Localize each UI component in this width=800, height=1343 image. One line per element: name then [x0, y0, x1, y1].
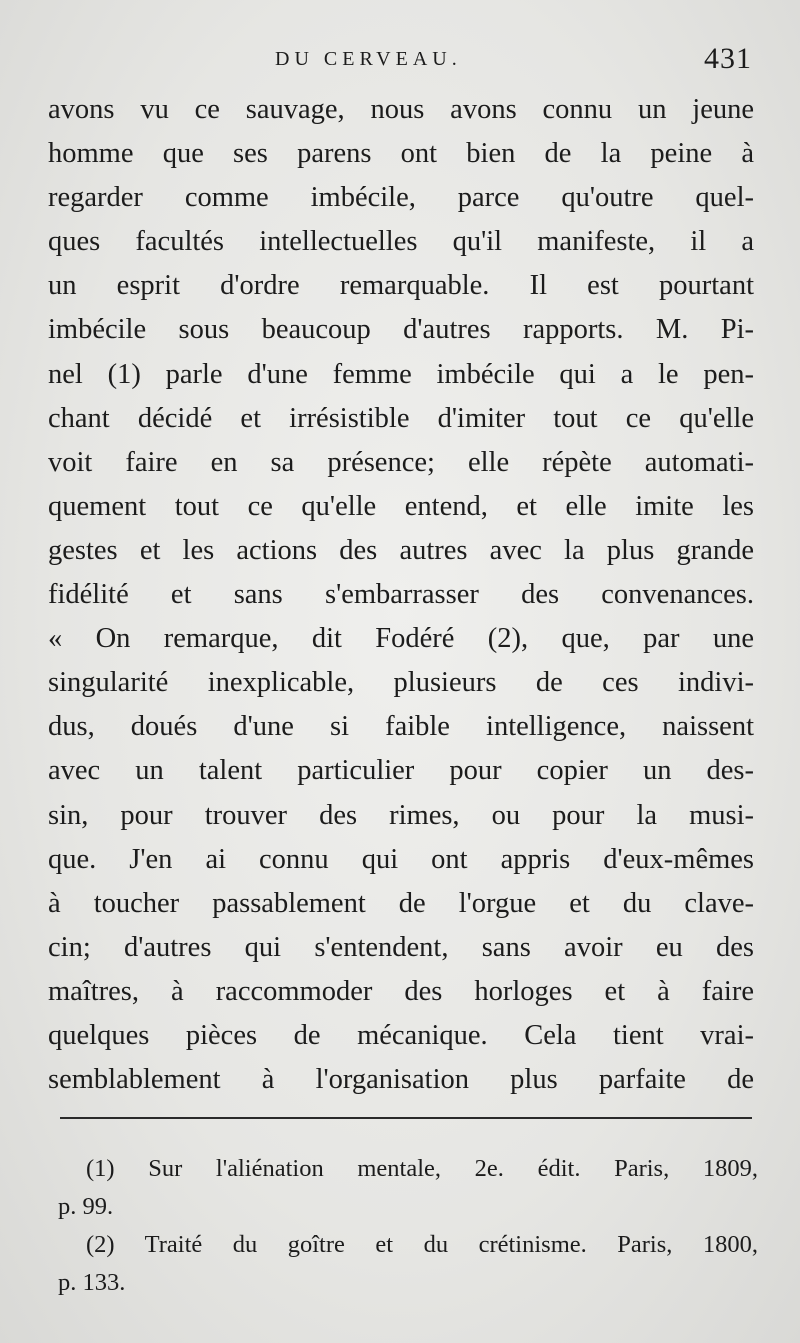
text-line: gestes et les actions des autres avec la plus grande [48, 534, 754, 566]
footnotes [58, 1150, 758, 1302]
text-line: quement tout ce qu'elle entend, et elle imite les [48, 490, 754, 522]
text-line: dus, doués d'une si faible intelligence, naissent [48, 711, 754, 743]
page-header [0, 42, 800, 82]
text-line: maîtres, à raccommoder des horloges et à faire [48, 975, 754, 1007]
text-line: avec un talent particulier pour copier un des- [48, 755, 754, 787]
page-number: 431 [704, 42, 752, 75]
text-line: cin; d'autres qui s'entendent, sans avoir eu des [48, 931, 754, 963]
text-line: nel (1) parle d'une femme imbécile qui a le pen- [48, 358, 754, 390]
text-line: homme que ses parens ont bien de la peine à [48, 138, 754, 170]
text-line: avons vu ce sauvage, nous avons connu un jeune [48, 94, 754, 125]
footnote-1-continuation: p. 99. [58, 1193, 114, 1220]
body-text [48, 88, 754, 1102]
text-line: que. J'en ai connu qui ont appris d'eux-mêmes [48, 843, 754, 875]
text-line: singularité inexplicable, plusieurs de ces indivi- [48, 667, 754, 699]
text-line: regarder comme imbécile, parce qu'outre quel- [48, 182, 754, 214]
text-line: sin, pour trouver des rimes, ou pour la musi- [48, 799, 754, 831]
text-line: un esprit d'ordre remarquable. Il est pourtant [48, 270, 754, 302]
text-line: imbécile sous beaucoup d'autres rapports. M. Pi- [48, 314, 754, 346]
text-line: « On remarque, dit Fodéré (2), que, par une [48, 623, 754, 655]
footnote-2: (2) Traité du goître et du crétinisme. Paris, 1800, [86, 1231, 758, 1258]
footnote-2-continuation: p. 133. [58, 1269, 126, 1296]
text-line: chant décidé et irrésistible d'imiter tout ce qu'elle [48, 402, 754, 434]
text-line: à toucher passablement de l'orgue et du clave- [48, 887, 754, 919]
text-line: voit faire en sa présence; elle répète automati- [48, 446, 754, 478]
footnote-divider [60, 1117, 752, 1119]
text-line: quelques pièces de mécanique. Cela tient vrai- [48, 1019, 754, 1051]
running-head: DU CERVEAU. [275, 48, 462, 70]
text-line: ques facultés intellectuelles qu'il manifeste, il a [48, 226, 754, 258]
text-line: semblablement à l'organisation plus parfaite de [48, 1064, 754, 1096]
text-line: fidélité et sans s'embarrasser des convenances. [48, 579, 754, 611]
footnote-1: (1) Sur l'aliénation mentale, 2e. édit. Paris, 1809, [86, 1155, 758, 1182]
